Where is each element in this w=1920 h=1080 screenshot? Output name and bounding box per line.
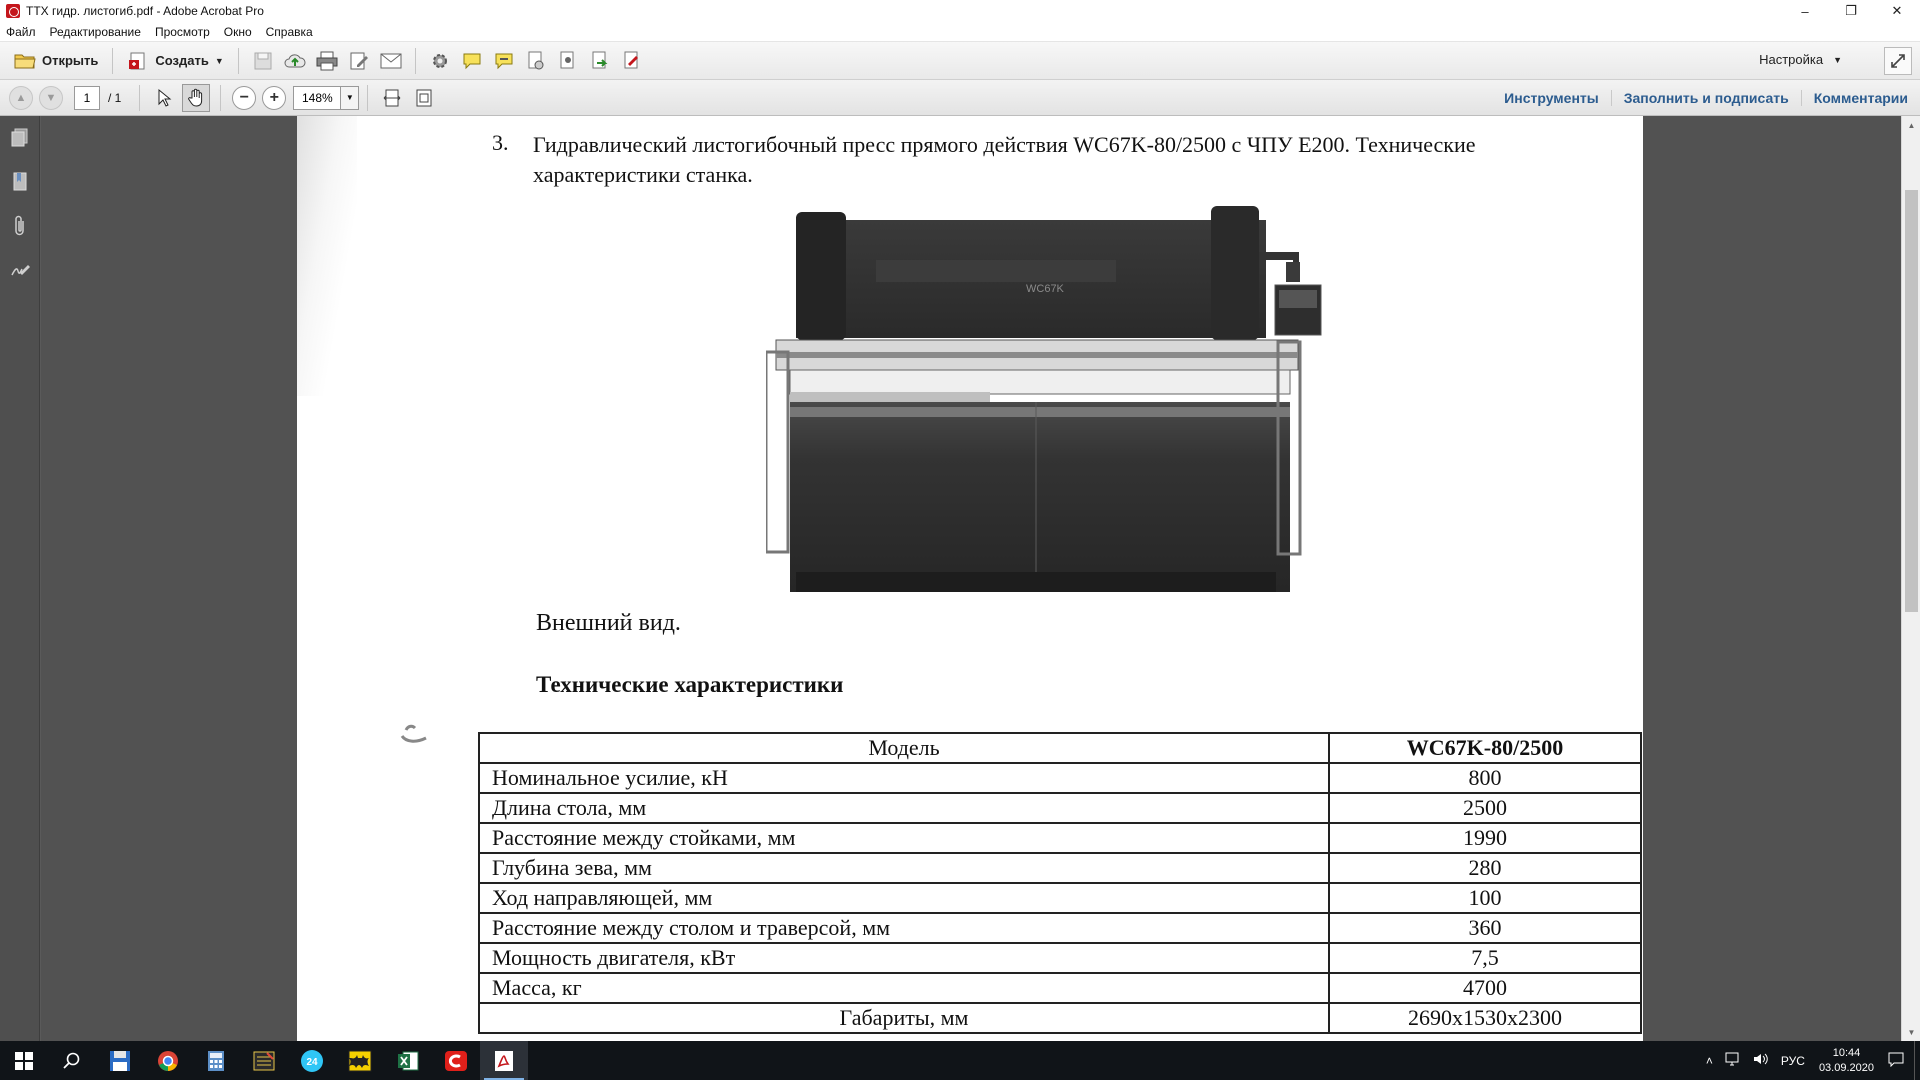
save-icon[interactable]	[249, 47, 277, 75]
signatures-icon[interactable]	[0, 248, 40, 292]
row-name: Глубина зева, мм	[479, 853, 1329, 883]
acrobat-app-icon	[6, 4, 20, 18]
toolbar-divider	[415, 48, 416, 74]
image-caption: Внешний вид.	[536, 610, 681, 636]
row-value: 1990	[1329, 823, 1641, 853]
table-header-model: Модель	[479, 733, 1329, 763]
excel-icon[interactable]	[384, 1041, 432, 1080]
window-title: ТТХ гидр. листогиб.pdf - Adobe Acrobat Pro	[26, 4, 264, 18]
chevron-down-icon[interactable]: ▼	[341, 86, 359, 110]
clock[interactable]	[1811, 1046, 1882, 1076]
chevron-down-icon: ▼	[1833, 54, 1842, 65]
close-button[interactable]: ✕	[1891, 3, 1903, 18]
row-name: Габариты, мм	[479, 1003, 1329, 1033]
navigation-pane	[0, 116, 40, 1041]
table-row	[479, 853, 1641, 883]
fill-sign-panel-link[interactable]: Заполнить и подписать	[1611, 90, 1801, 106]
customize-label: Настройка	[1759, 52, 1824, 67]
page-thumbnails-icon[interactable]	[0, 116, 40, 160]
row-name: Ход направляющей, мм	[479, 883, 1329, 913]
customize-menu[interactable]	[1759, 52, 1842, 67]
zoom-input[interactable]	[293, 86, 341, 110]
previous-page-icon[interactable]: ▲	[9, 86, 33, 110]
attach-file-icon[interactable]	[522, 47, 550, 75]
scan-artifact	[398, 722, 432, 744]
row-value: 800	[1329, 763, 1641, 793]
table-row	[479, 763, 1641, 793]
save-floppy-app-icon[interactable]	[96, 1041, 144, 1080]
upload-cloud-icon[interactable]	[281, 47, 309, 75]
scan-shadow	[297, 116, 357, 396]
batman-app-icon[interactable]	[336, 1041, 384, 1080]
next-page-icon[interactable]: ▼	[39, 86, 63, 110]
hand-tool-icon[interactable]	[182, 84, 210, 112]
zoom-in-icon[interactable]: +	[262, 86, 286, 110]
menu-window[interactable]: Окно	[223, 24, 252, 39]
row-name: Расстояние между столом и траверсой, мм	[479, 913, 1329, 943]
calculator-icon[interactable]	[192, 1041, 240, 1080]
print-icon[interactable]	[313, 47, 341, 75]
fit-page-icon[interactable]	[410, 84, 438, 112]
acrobat-taskbar-icon[interactable]	[480, 1041, 528, 1080]
gear-icon[interactable]	[426, 47, 454, 75]
main-toolbar	[0, 42, 1920, 80]
windows-start-icon[interactable]	[0, 1041, 48, 1080]
scroll-down-icon[interactable]: ▼	[1907, 1027, 1916, 1037]
table-row	[479, 1003, 1641, 1033]
row-value: 4700	[1329, 973, 1641, 1003]
document-heading: Гидравлический листогибочный пресс прямого действия WC67K-80/2500 с ЧПУ E200. Технические характеристики станка.	[533, 132, 1476, 187]
row-value: 100	[1329, 883, 1641, 913]
comments-panel-link[interactable]: Комментарии	[1801, 90, 1920, 106]
toolbar-divider	[238, 48, 239, 74]
chevron-down-icon: ▼	[214, 55, 224, 66]
clock-time: 10:44	[1832, 1046, 1861, 1059]
language-indicator[interactable]: РУС	[1780, 1053, 1805, 1068]
row-value: 2690x1530x2300	[1329, 1003, 1641, 1033]
toolbar-divider	[220, 85, 221, 111]
row-value: 280	[1329, 853, 1641, 883]
create-pdf-icon	[127, 51, 149, 71]
open-label: Открыть	[42, 53, 99, 68]
table-header-value: WC67K-80/2500	[1329, 733, 1641, 763]
panel-links	[1492, 80, 1920, 116]
menu-view[interactable]: Просмотр	[154, 24, 210, 39]
show-desktop-button[interactable]	[1914, 1041, 1920, 1080]
expand-icon[interactable]	[1884, 47, 1912, 75]
table-row	[479, 793, 1641, 823]
folder-icon	[14, 51, 36, 71]
row-name: Длина стола, мм	[479, 793, 1329, 823]
table-row	[479, 913, 1641, 943]
open-button[interactable]	[8, 47, 104, 75]
table-row	[479, 943, 1641, 973]
menu-bar	[0, 22, 1920, 42]
create-label: Создать	[155, 53, 209, 68]
comment-bubble-icon[interactable]	[458, 47, 486, 75]
row-value: 360	[1329, 913, 1641, 943]
bitrix24-badge: 24	[306, 1056, 318, 1068]
email-icon[interactable]	[377, 47, 405, 75]
attachments-icon[interactable]	[0, 204, 40, 248]
toolbar-divider	[367, 85, 368, 111]
document-viewer[interactable]	[41, 116, 1901, 1041]
minimize-button[interactable]: –	[1801, 3, 1809, 19]
clock-date: 03.09.2020	[1818, 1061, 1874, 1074]
row-name: Масса, кг	[479, 973, 1329, 1003]
specs-table	[478, 732, 1642, 1034]
page-number-input[interactable]	[74, 86, 100, 110]
item-number: 3.	[492, 130, 509, 155]
menu-edit[interactable]: Редактирование	[49, 24, 141, 39]
row-value: 7,5	[1329, 943, 1641, 973]
row-name: Мощность двигателя, кВт	[479, 943, 1329, 973]
fit-width-icon[interactable]	[378, 84, 406, 112]
toolbar-divider	[139, 85, 140, 111]
vertical-scrollbar[interactable]	[1901, 116, 1920, 1041]
menu-file[interactable]: Файл	[6, 24, 36, 39]
scroll-up-icon[interactable]: ▲	[1907, 120, 1916, 130]
row-name: Номинальное усилие, кН	[479, 763, 1329, 793]
highlight-icon[interactable]	[490, 47, 518, 75]
toolbar-divider	[112, 48, 113, 74]
row-value: 2500	[1329, 793, 1641, 823]
stamp-icon[interactable]	[554, 47, 582, 75]
zoom-combobox[interactable]	[293, 86, 359, 110]
row-name: Расстояние между стойками, мм	[479, 823, 1329, 853]
create-button[interactable]	[121, 47, 229, 75]
window-controls	[1782, 0, 1920, 22]
pdf-page	[297, 116, 1643, 1041]
press-brake-photo	[766, 202, 1326, 594]
edit-document-icon[interactable]	[345, 47, 373, 75]
notifications-icon[interactable]	[1882, 1051, 1910, 1070]
menu-help[interactable]: Справка	[265, 24, 313, 39]
bitrix24-icon[interactable]	[288, 1041, 336, 1080]
table-header-row	[479, 733, 1641, 763]
zoom-out-icon[interactable]: −	[232, 86, 256, 110]
specs-title: Технические характеристики	[536, 672, 844, 697]
tools-panel-link[interactable]: Инструменты	[1504, 90, 1599, 106]
table-row	[479, 823, 1641, 853]
chevron-up-icon[interactable]: ˄	[1705, 1053, 1713, 1068]
windows-taskbar	[0, 1041, 1920, 1080]
export-icon[interactable]	[586, 47, 614, 75]
adobe-creative-icon[interactable]	[432, 1041, 480, 1080]
scroll-thumb[interactable]	[1905, 190, 1918, 612]
bookmarks-icon[interactable]	[0, 160, 40, 204]
network-icon[interactable]	[1719, 1052, 1747, 1069]
table-row	[479, 973, 1641, 1003]
restore-button[interactable]: ❐	[1845, 3, 1857, 18]
system-tray	[1700, 1041, 1920, 1080]
sign-icon[interactable]	[618, 47, 646, 75]
volume-icon[interactable]	[1747, 1052, 1775, 1069]
file-manager-icon[interactable]	[240, 1041, 288, 1080]
machine-plate-text: WC67K	[1026, 283, 1064, 295]
select-cursor-icon[interactable]	[150, 84, 178, 112]
table-row	[479, 883, 1641, 913]
page-total: / 1	[108, 90, 122, 105]
chrome-icon[interactable]	[144, 1041, 192, 1080]
title-bar	[0, 0, 1920, 22]
navigation-toolbar	[0, 80, 1920, 116]
search-icon[interactable]	[48, 1041, 96, 1080]
